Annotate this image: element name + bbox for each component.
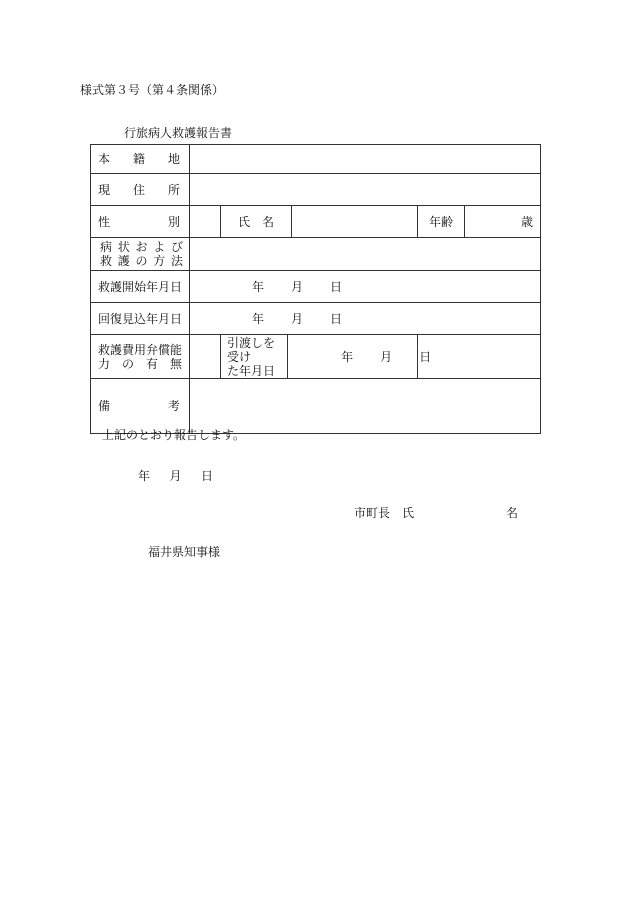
cost-field[interactable]	[190, 335, 221, 379]
handover-cell	[221, 335, 432, 379]
sex-char-2: 別	[167, 214, 180, 229]
name-char-2: 名	[261, 214, 274, 229]
document-title: 行旅病人救護報告書	[124, 126, 233, 140]
row-rescue-start	[91, 271, 541, 303]
mayor-signature-line	[354, 504, 518, 521]
honseki-char-3: 地	[167, 152, 180, 166]
sex-char-1: 性	[98, 214, 111, 229]
age-label	[418, 206, 465, 238]
age-field[interactable]	[465, 206, 541, 238]
condition-l1-char-5: び	[170, 240, 183, 254]
condition-l2-char-4: 方	[153, 254, 166, 268]
handover-l2-char-2: 年	[239, 364, 252, 378]
recovery-month-unit: 月	[291, 311, 304, 326]
address-label	[91, 174, 190, 206]
cost-l2-char-2: の	[121, 356, 134, 371]
honseki-char-2: 籍	[132, 152, 145, 166]
condition-l2-char-2: 護	[117, 254, 130, 268]
name-char-1: 氏	[238, 214, 251, 229]
report-form-table	[90, 144, 541, 434]
handover-l2-char-4: 日	[263, 364, 276, 378]
handover-l2-char-1: た	[227, 364, 240, 378]
age-unit: 歳	[520, 214, 533, 229]
honseki-char-1: 本	[98, 152, 111, 166]
handover-date-field[interactable]	[288, 335, 439, 378]
condition-field[interactable]	[190, 238, 541, 271]
condition-l2-char-1: 救	[100, 254, 113, 268]
report-statement: 上記のとおり報告します。	[102, 428, 246, 442]
address-field[interactable]	[190, 174, 541, 206]
cost-label-line1: 救護費用弁償能	[98, 342, 183, 357]
cost-l2-char-4: 無	[169, 356, 182, 371]
form-number: 様式第３号（第４条関係）	[80, 83, 225, 97]
row-recovery	[91, 303, 541, 335]
rescue-year-unit: 年	[252, 279, 265, 294]
sex-field[interactable]	[190, 206, 221, 238]
condition-l2-char-5: 法	[170, 254, 183, 268]
condition-l2-char-3: の	[135, 254, 148, 268]
handover-day-unit: 日	[419, 349, 432, 364]
report-month-unit: 月	[169, 469, 182, 483]
age-label-text: 年齢	[428, 214, 453, 229]
sex-label	[91, 206, 190, 238]
honseki-field[interactable]	[190, 145, 541, 174]
row-honseki	[91, 145, 541, 174]
handover-label-line1: 引渡しを受け	[227, 336, 276, 364]
rescue-start-label	[91, 271, 190, 303]
condition-label	[91, 238, 190, 271]
recovery-year-unit: 年	[252, 311, 265, 326]
rescue-start-label-text: 救護開始年月日	[98, 279, 183, 294]
cost-l2-char-1: 力	[98, 356, 111, 371]
remarks-char-1: 備	[98, 399, 111, 413]
handover-label	[221, 335, 288, 378]
cost-label	[91, 335, 190, 379]
name-field[interactable]	[292, 206, 418, 238]
rescue-start-field[interactable]	[190, 271, 541, 303]
condition-l1-char-1: 病	[100, 240, 113, 254]
condition-l1-char-4: よ	[153, 240, 166, 254]
mayor-name-char: 名	[505, 506, 518, 520]
rescue-month-unit: 月	[291, 279, 304, 294]
address-char-2: 住	[132, 182, 145, 197]
recovery-label-text: 回復見込年月日	[98, 311, 183, 326]
remarks-char-2: 考	[167, 399, 180, 413]
row-sex-name-age	[91, 206, 541, 238]
recovery-day-unit: 日	[330, 311, 343, 326]
address-char-1: 現	[98, 182, 111, 197]
addressee: 福井県知事様	[148, 545, 221, 559]
name-label	[221, 206, 292, 238]
condition-l1-char-2: 状	[117, 240, 130, 254]
address-char-3: 所	[167, 182, 180, 197]
mayor-label: 市町長 氏	[354, 506, 415, 520]
report-year-unit: 年	[138, 469, 151, 483]
row-address	[91, 174, 541, 206]
recovery-label	[91, 303, 190, 335]
condition-l1-char-3: お	[135, 240, 148, 254]
rescue-day-unit: 日	[330, 279, 343, 294]
handover-l2-char-3: 月	[251, 364, 264, 378]
honseki-label	[91, 145, 190, 174]
row-condition	[91, 238, 541, 271]
row-cost-handover	[91, 335, 541, 379]
recovery-field[interactable]	[190, 303, 541, 335]
handover-month-unit: 月	[380, 349, 393, 364]
handover-year-unit: 年	[341, 349, 354, 364]
report-day-unit: 日	[201, 469, 214, 483]
report-date	[138, 467, 221, 484]
cost-l2-char-3: 有	[145, 356, 158, 371]
